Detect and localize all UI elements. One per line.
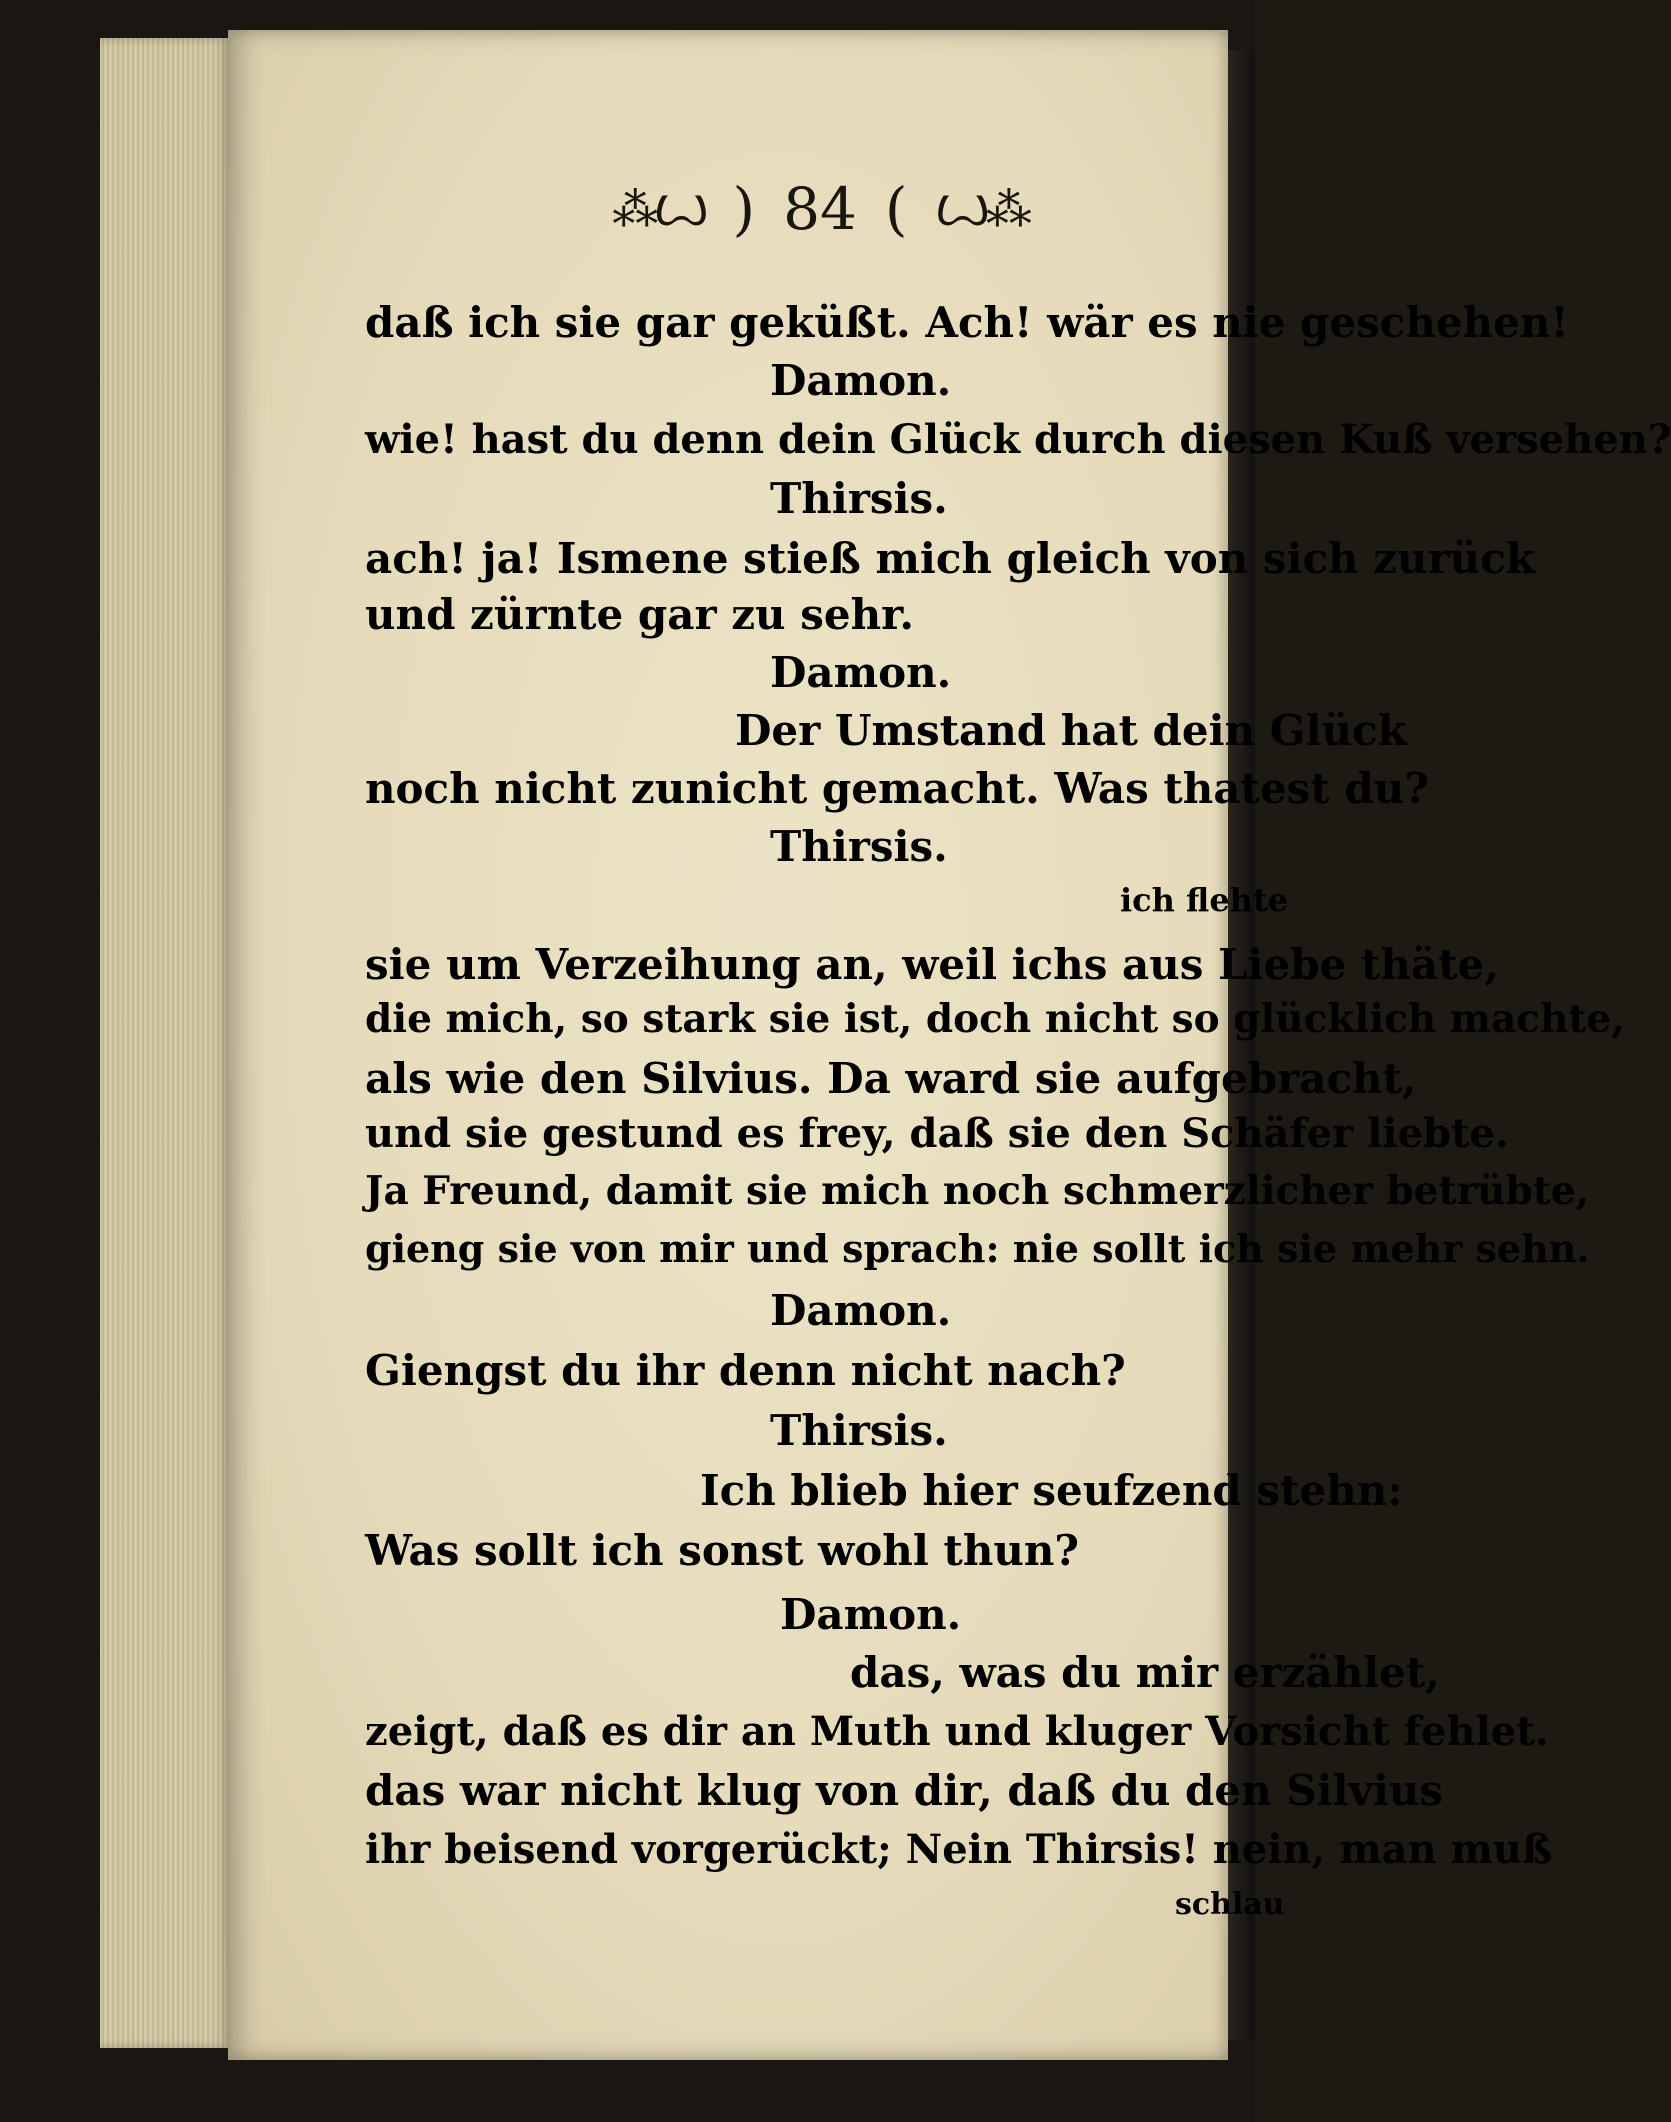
text-line: Was sollt ich sonst wohl thun?	[365, 1526, 1080, 1575]
text-line: noch nicht zunicht gemacht. Was thatest du?	[365, 764, 1429, 813]
text-line: gieng sie von mir und sprach: nie sollt ich sie mehr sehn.	[365, 1226, 1590, 1271]
text-line: Ja Freund, damit sie mich noch schmerzlicher betrübte,	[365, 1168, 1590, 1214]
text-line: als wie den Silvius. Da ward sie aufgebracht,	[365, 1054, 1417, 1103]
page-edges	[100, 38, 230, 2048]
text-line: zeigt, daß es dir an Muth und kluger Vorsicht fehlet.	[365, 1708, 1549, 1755]
speaker-label: Damon.	[770, 1286, 952, 1335]
text-line: Der Umstand hat dein Glück	[735, 706, 1407, 755]
text-line: und sie gestund es frey, daß sie den Schäfer liebte.	[365, 1110, 1509, 1157]
header-ornament-left: ⁂Ꙍ	[612, 182, 705, 236]
speaker-label: Thirsis.	[770, 474, 948, 523]
header-paren-left: )	[732, 175, 756, 243]
text-line: Ich blieb hier seufzend stehn:	[700, 1466, 1403, 1515]
text-line: das, was du mir erzählet,	[850, 1648, 1440, 1697]
text-line: die mich, so stark sie ist, doch nicht so glücklich machte,	[365, 996, 1625, 1042]
catchword: schlau	[1175, 1887, 1285, 1922]
speaker-label: Thirsis.	[770, 822, 948, 871]
text-line: sie um Verzeihung an, weil ichs aus Liebe thäte,	[365, 940, 1499, 989]
text-line: daß ich sie gar geküßt. Ach! wär es nie geschehen!	[365, 298, 1569, 347]
speaker-label: Thirsis.	[770, 1406, 948, 1455]
header-paren-right: (	[884, 175, 908, 243]
page-header	[560, 175, 1080, 243]
text-line: ach! ja! Ismene stieß mich gleich von sich zurück	[365, 534, 1535, 583]
text-line: das war nicht klug von dir, daß du den Silvius	[365, 1766, 1444, 1815]
speaker-label: Damon.	[780, 1590, 962, 1639]
text-line: wie! hast du denn dein Glück durch diesen Kuß versehen?	[365, 416, 1671, 463]
header-ornament-right: Ꙍ⁂	[935, 182, 1028, 236]
speaker-label: Damon.	[770, 356, 952, 405]
page-number: 84	[783, 175, 857, 243]
speaker-label: Damon.	[770, 648, 952, 697]
text-line: Giengst du ihr denn nicht nach?	[365, 1346, 1126, 1395]
text-line: und zürnte gar zu sehr.	[365, 590, 914, 639]
text-line: ich flehte	[1120, 881, 1289, 919]
text-line: ihr beisend vorgerückt; Nein Thirsis! nein, man muß	[365, 1826, 1553, 1873]
